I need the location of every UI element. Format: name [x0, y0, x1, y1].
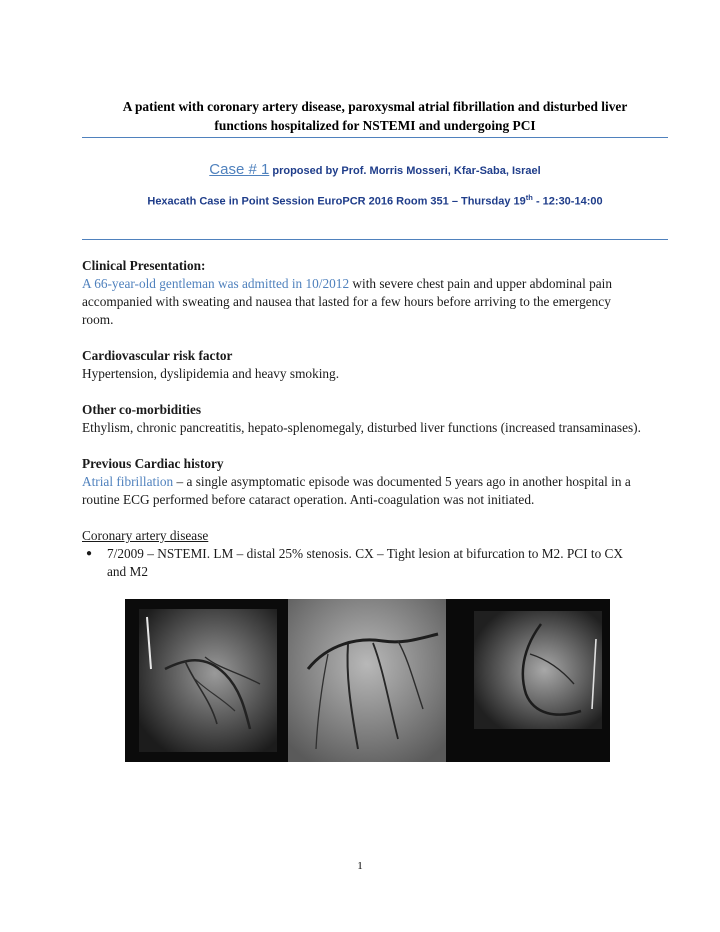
- comorbidities-heading: Other co-morbidities: [82, 402, 202, 417]
- session-time: - 12:30-14:00: [532, 195, 603, 208]
- title-divider: [82, 137, 668, 138]
- title-line-1: A patient with coronary artery disease, paroxysmal atrial fibrillation and disturbed liver: [122, 99, 628, 114]
- coronary-disease-section: [82, 527, 642, 581]
- comorbidities-section: [82, 401, 642, 437]
- list-item: [82, 545, 642, 581]
- session-superscript: th: [525, 193, 533, 202]
- clinical-presentation-text: with severe chest pain and upper abdominal pain accompanied with sweating and nausea that lasted for a few hours before arriving to the emergency room.: [82, 276, 612, 327]
- cardiac-history-section: [82, 455, 642, 509]
- angiogram-image-1: [125, 599, 288, 762]
- bullet-icon: ●: [86, 548, 93, 559]
- risk-factor-section: [82, 347, 642, 383]
- page-number: 1: [357, 860, 363, 872]
- document-body: [82, 257, 642, 581]
- coronary-disease-bullet: 7/2009 – NSTEMI. LM – distal 25% stenosis. CX – Tight lesion at bifurcation to M2. PCI to CX and M2: [107, 546, 624, 579]
- risk-factor-text: Hypertension, dyslipidemia and heavy smoking.: [82, 366, 340, 381]
- coronary-disease-heading: Coronary artery disease: [82, 528, 209, 543]
- angiogram-image-2: [288, 599, 446, 762]
- title-line-2: functions hospitalized for NSTEMI and undergoing PCI: [214, 118, 536, 133]
- comorbidities-text: Ethylism, chronic pancreatitis, hepato-splenomegaly, disturbed liver functions (increased transaminases).: [82, 420, 641, 435]
- angiography-images: [125, 599, 610, 762]
- cardiac-history-highlight: Atrial fibrillation: [82, 474, 174, 489]
- session-text: Hexacath Case in Point Session EuroPCR 2016 Room 351 – Thursday 19: [147, 195, 526, 208]
- angiogram-image-3: [446, 599, 610, 762]
- clinical-presentation-section: [82, 257, 642, 329]
- risk-factor-heading: Cardiovascular risk factor: [82, 348, 233, 363]
- case-proposer: proposed by Prof. Morris Mosseri, Kfar-Saba, Israel: [269, 165, 541, 177]
- clinical-presentation-heading: Clinical Presentation:: [82, 258, 206, 273]
- case-line: [82, 161, 668, 178]
- header-divider: [82, 239, 668, 240]
- cardiac-history-text: – a single asymptomatic episode was documented 5 years ago in another hospital in a routine ECG performed before cataract operation. Anti-coagulation was not initiated.: [82, 474, 631, 507]
- case-number-link[interactable]: Case # 1: [209, 161, 270, 178]
- document-title: [82, 97, 668, 135]
- session-line: [82, 193, 668, 208]
- clinical-presentation-highlight: A 66-year-old gentleman was admitted in 10/2012: [82, 276, 350, 291]
- cardiac-history-heading: Previous Cardiac history: [82, 456, 224, 471]
